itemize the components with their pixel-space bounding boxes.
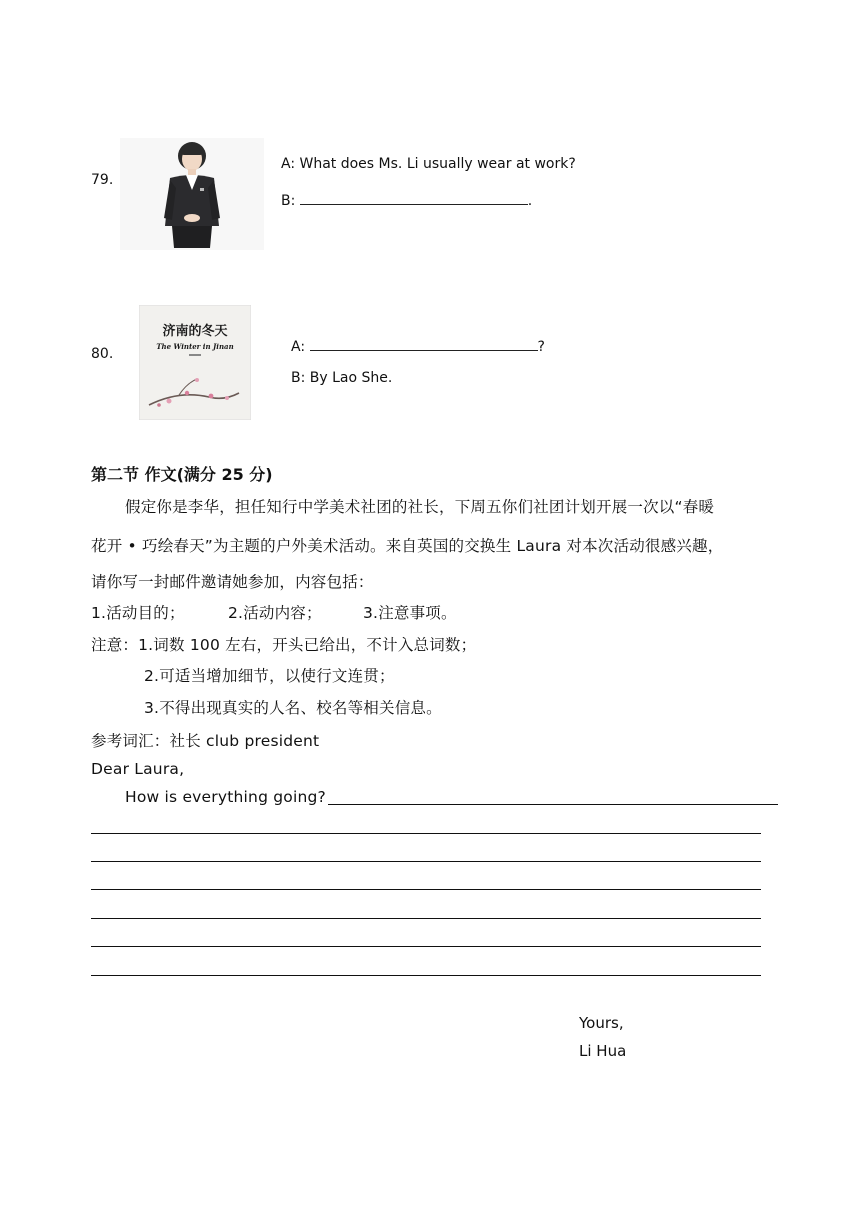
book-title-cn: 济南的冬天	[162, 324, 228, 339]
q80-line-a-prefix: A:	[291, 339, 306, 355]
book-cover-winter-in-jinan	[139, 305, 251, 420]
question-number-80: 80.	[91, 346, 114, 362]
content-item-1: 1.活动目的；	[91, 604, 185, 622]
writing-line[interactable]	[91, 889, 761, 890]
content-item-3: 3.注意事项。	[363, 604, 457, 622]
woman-in-suit-illustration	[120, 138, 264, 250]
writing-line[interactable]	[91, 861, 761, 862]
writing-line[interactable]	[91, 946, 761, 947]
content-item-2: 2.活动内容；	[228, 604, 322, 622]
writing-line[interactable]	[91, 918, 761, 919]
q79-line-a: A: What does Ms. Li usually wear at work?	[281, 156, 576, 172]
q80-line-a	[291, 336, 545, 355]
writing-line[interactable]	[91, 975, 761, 976]
q79-answer-blank[interactable]	[300, 190, 528, 205]
prompt-line-3: 请你写一封邮件邀请她参加，内容包括：	[91, 573, 374, 591]
q79-line-b	[281, 190, 532, 209]
q80-line-a-suffix: ?	[537, 339, 545, 355]
section-heading: 第二节 作文(满分 25 分)	[91, 465, 273, 484]
book-title-en: The Winter in Jinan	[156, 342, 234, 351]
note-3: 3.不得出现真实的人名、校名等相关信息。	[144, 699, 442, 717]
q79-line-b-prefix: B:	[281, 193, 296, 209]
writing-line-opening[interactable]	[328, 804, 778, 805]
note-2: 2.可适当增加细节，以使行文连贯；	[144, 667, 395, 685]
question-number-79: 79.	[91, 172, 114, 188]
letter-opening: How is everything going?	[125, 788, 326, 806]
prompt-line-1: 假定你是李华，担任知行中学美术社团的社长，下周五你们社团计划开展一次以“春暖	[125, 498, 715, 516]
q80-answer-blank[interactable]	[310, 336, 538, 351]
note-1: 注意：1.词数 100 左右，开头已给出，不计入总词数；	[91, 636, 477, 654]
q80-line-b: B: By Lao She.	[291, 370, 393, 386]
letter-closing: Yours,	[579, 1014, 624, 1032]
letter-greeting: Dear Laura,	[91, 760, 185, 778]
writing-line[interactable]	[91, 833, 761, 834]
q79-line-b-suffix: .	[527, 193, 533, 209]
letter-signature: Li Hua	[579, 1042, 627, 1060]
prompt-line-2: 花开 • 巧绘春天”为主题的户外美术活动。来自英国的交换生 Laura 对本次活动很感兴趣，	[91, 537, 724, 555]
reference-vocab: 参考词汇：社长 club president	[91, 732, 320, 750]
